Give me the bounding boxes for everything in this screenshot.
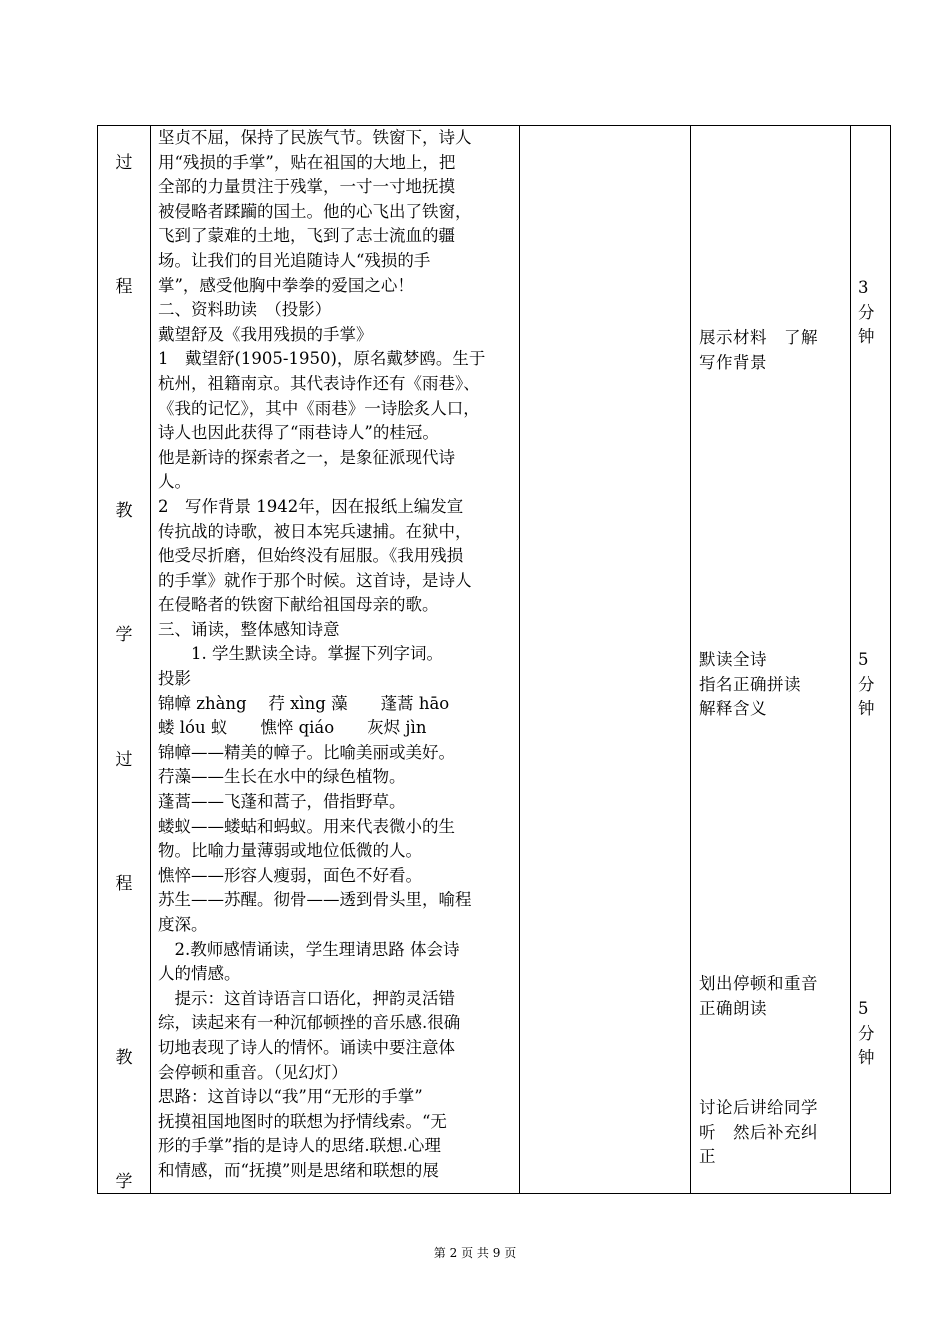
lesson-plan-table <box>97 125 891 1194</box>
content-line: 物。比喻力量薄弱或地位低微的人。 <box>158 841 422 861</box>
time-line: 5 <box>858 999 869 1018</box>
content-line: 三、诵读，整体感知诗意 <box>158 619 340 639</box>
content-line: 1 戴望舒(1905-1950)，原名戴梦鸥。生于 <box>158 349 486 369</box>
time-line: 分 <box>858 1023 875 1043</box>
side-label-char: 过 <box>115 153 133 173</box>
content-line: 人的情感。 <box>158 964 241 984</box>
lesson-content <box>158 126 518 1184</box>
activity-line: 指名正确拼读 <box>699 674 801 694</box>
column-divider <box>150 126 151 1193</box>
activity-line: 展示材料 了解 <box>699 328 818 347</box>
content-line: 荇藻——生长在水中的绿色植物。 <box>158 767 406 787</box>
side-label-char: 教 <box>115 1048 133 1068</box>
content-line: 憔悴——形容人瘦弱，面色不好看。 <box>158 865 422 885</box>
activity-block <box>699 326 849 375</box>
content-line: 的手掌》就作于那个时候。这首诗，是诗人 <box>158 570 472 590</box>
activity-block <box>699 972 849 1021</box>
column-divider <box>519 126 520 1193</box>
time-line: 钟 <box>858 327 875 347</box>
content-line: 人。 <box>158 472 191 492</box>
content-line: 2 写作背景 1942年，因在报纸上编发宣 <box>158 496 464 516</box>
side-label-char: 程 <box>115 277 133 297</box>
activity-line: 默读全诗 <box>699 650 767 669</box>
activity-block <box>699 648 849 722</box>
time-line: 分 <box>858 674 875 694</box>
content-line: 苏生——苏醒。彻骨——透到骨头里，喻程 <box>158 890 472 910</box>
content-line: 被侵略者蹂躏的国土。他的心飞出了铁窗， <box>158 201 472 221</box>
time-line: 钟 <box>858 1048 875 1068</box>
content-line: 和情感，而“抚摸”则是思绪和联想的展 <box>158 1160 439 1180</box>
content-line: 诗人也因此获得了“雨巷诗人”的桂冠。 <box>158 423 439 443</box>
content-line: 他受尽折磨，但始终没有屈服。《我用残损 <box>158 546 464 566</box>
footer-mid: 页 共 <box>461 1246 489 1260</box>
content-line: 传抗战的诗歌，被日本宪兵逮捕。在狱中， <box>158 521 472 541</box>
time-line: 分 <box>858 302 875 322</box>
content-line: 蝼蚁——蝼蛄和蚂蚁。用来代表微小的生 <box>158 816 455 836</box>
side-label-char: 程 <box>115 874 133 894</box>
content-line: 抚摸祖国地图时的联想为抒情线索。“无 <box>158 1111 447 1131</box>
content-line: 2.教师感情诵读，学生理请思路 体会诗 <box>158 939 460 959</box>
side-label-char: 学 <box>115 625 133 645</box>
activity-line: 正确朗读 <box>699 998 767 1018</box>
content-line: 1. 学生默读全诗。掌握下列字词。 <box>158 644 443 664</box>
time-line: 5 <box>858 650 869 669</box>
side-label-column <box>98 126 150 1193</box>
column-divider <box>690 126 691 1193</box>
time-block <box>858 648 888 722</box>
content-line: 度深。 <box>158 915 208 934</box>
activity-block <box>699 1096 849 1170</box>
content-line: 《我的记忆》，其中《雨巷》一诗脍炙人口， <box>158 398 480 418</box>
activity-line: 解释含义 <box>699 699 767 719</box>
time-line: 钟 <box>858 699 875 719</box>
content-line: 戴望舒及《我用残损的手掌》 <box>158 324 373 344</box>
footer-prefix: 第 <box>433 1246 446 1260</box>
footer-suffix: 页 <box>504 1246 517 1260</box>
current-page-number: 2 <box>449 1246 458 1260</box>
content-line: 他是新诗的探索者之一，是象征派现代诗 <box>158 447 455 467</box>
content-line: 在侵略者的铁窗下献给祖国母亲的歌。 <box>158 595 439 615</box>
time-line: 3 <box>858 278 869 297</box>
content-line: 会停顿和重音。（见幻灯） <box>158 1062 348 1082</box>
total-pages-number: 9 <box>492 1246 501 1260</box>
activity-line: 划出停顿和重音 <box>699 974 818 993</box>
content-line: 形的手掌”指的是诗人的思绪.联想.心理 <box>158 1136 441 1156</box>
activity-line: 正 <box>699 1147 716 1167</box>
content-line: 锦幛 zhàng 荇 xìng 藻 蓬蒿 hāo <box>158 693 450 713</box>
content-line: 飞到了蒙难的土地，飞到了志士流血的疆 <box>158 226 455 246</box>
activity-line: 讨论后讲给同学 <box>699 1098 818 1117</box>
time-block <box>858 997 888 1071</box>
content-line: 全部的力量贯注于残掌，一寸一寸地抚摸 <box>158 177 455 197</box>
content-line: 坚贞不屈，保持了民族气节。铁窗下，诗人 <box>158 128 472 147</box>
content-line: 二、资料助读 （投影） <box>158 300 332 320</box>
side-label-char: 教 <box>115 501 133 521</box>
side-label-char: 学 <box>115 1172 133 1192</box>
content-line: 杭州，祖籍南京。其代表诗作还有《雨巷》、 <box>158 373 480 393</box>
page-footer <box>0 1246 950 1260</box>
content-line: 锦幛——精美的幛子。比喻美丽或美好。 <box>158 742 455 762</box>
content-line: 蓬蒿——飞蓬和蒿子，借指野草。 <box>158 792 406 812</box>
content-line: 掌”，感受他胸中拳拳的爱国之心！ <box>158 275 414 295</box>
content-line: 提示：这首诗语言口语化，押韵灵活错 <box>158 988 455 1008</box>
content-line: 投影 <box>158 669 191 689</box>
activity-line: 听 然后补充纠 <box>699 1122 818 1142</box>
activity-line: 写作背景 <box>699 352 767 372</box>
content-line: 切地表现了诗人的情怀。诵读中要注意体 <box>158 1037 455 1057</box>
content-line: 综，读起来有一种沉郁顿挫的音乐感.很确 <box>158 1013 461 1033</box>
content-line: 用“残损的手掌”，贴在祖国的大地上，把 <box>158 152 456 172</box>
content-line: 蝼 lóu 蚁 憔悴 qiáo 灰烬 jìn <box>158 718 427 738</box>
content-line: 场。让我们的目光追随诗人“残损的手 <box>158 250 431 270</box>
time-block <box>858 276 888 350</box>
content-line: 思路：这首诗以“我”用“无形的手掌” <box>158 1087 423 1107</box>
column-divider <box>850 126 851 1193</box>
side-label-char: 过 <box>115 750 133 770</box>
